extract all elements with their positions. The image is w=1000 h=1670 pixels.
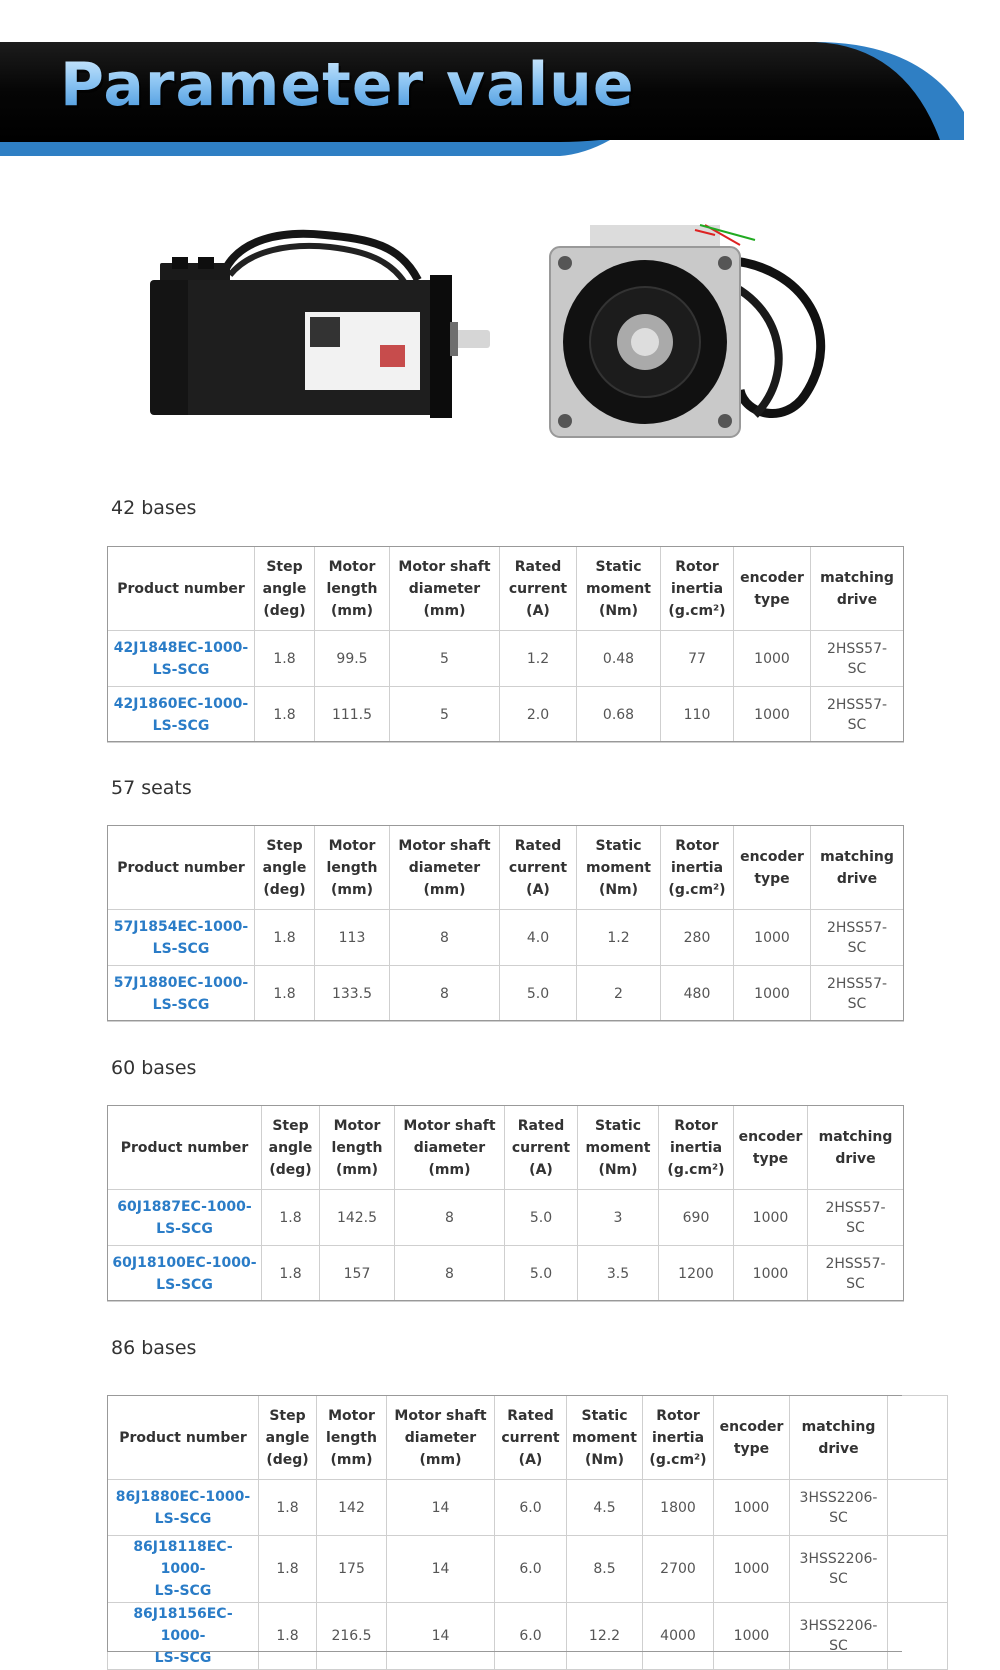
table-header-row <box>108 1396 948 1480</box>
matching-drive: 2HSS57- SC <box>811 631 904 687</box>
motor-length: 99.5 <box>315 631 390 687</box>
header-matching-drive: matching drive <box>811 826 904 910</box>
header-matching-drive: matching drive <box>811 547 904 631</box>
matching-drive: 3HSS2206- SC <box>790 1480 888 1536</box>
table-row <box>108 1190 904 1246</box>
rotor-inertia: 1800 <box>643 1480 714 1536</box>
rotor-inertia: 280 <box>661 910 734 966</box>
spec-table-86 <box>107 1395 948 1670</box>
table-row <box>108 1536 948 1603</box>
rotor-inertia: 110 <box>661 687 734 743</box>
header-static-moment: Static moment (Nm) <box>567 1396 643 1480</box>
header-rated-current: Rated current (A) <box>495 1396 567 1480</box>
matching-drive: 2HSS57- SC <box>811 910 904 966</box>
motor-length: 142.5 <box>320 1190 395 1246</box>
product-number: 42J1848EC-1000- LS-SCG <box>108 631 255 687</box>
matching-drive: 3HSS2206- SC <box>790 1536 888 1603</box>
header-encoder-type: encoder type <box>714 1396 790 1480</box>
encoder-type: 1000 <box>714 1480 790 1536</box>
header-step-angle: Step angle (deg) <box>255 826 315 910</box>
header-motor-length: Motor length (mm) <box>315 547 390 631</box>
static-moment: 12.2 <box>567 1603 643 1670</box>
rated-current: 1.2 <box>500 631 577 687</box>
matching-drive: 2HSS57- SC <box>811 687 904 743</box>
header-encoder-type: encoder type <box>734 547 811 631</box>
step-angle: 1.8 <box>255 910 315 966</box>
matching-drive: 2HSS57- SC <box>808 1190 904 1246</box>
clipped-cell <box>888 1536 948 1603</box>
matching-drive: 2HSS57- SC <box>808 1246 904 1302</box>
shaft-diameter: 14 <box>387 1603 495 1670</box>
header-rotor-inertia: Rotor inertia (g.cm²) <box>643 1396 714 1480</box>
static-moment: 3.5 <box>578 1246 659 1302</box>
rated-current: 5.0 <box>505 1190 578 1246</box>
header-rotor-inertia: Rotor inertia (g.cm²) <box>659 1106 734 1190</box>
spec-table-57 <box>107 825 904 1022</box>
rotor-inertia: 1200 <box>659 1246 734 1302</box>
motor-length: 111.5 <box>315 687 390 743</box>
header-product-number: Product number <box>108 547 255 631</box>
header-static-moment: Static moment (Nm) <box>577 547 661 631</box>
header-shaft-diameter: Motor shaft diameter (mm) <box>390 826 500 910</box>
header-encoder-type: encoder type <box>734 1106 808 1190</box>
motor-length: 175 <box>317 1536 387 1603</box>
rated-current: 6.0 <box>495 1536 567 1603</box>
header-shaft-diameter: Motor shaft diameter (mm) <box>390 547 500 631</box>
product-number: 60J18100EC-1000- LS-SCG <box>108 1246 262 1302</box>
clipped-cell <box>888 1480 948 1536</box>
header-rated-current: Rated current (A) <box>500 547 577 631</box>
encoder-type: 1000 <box>734 966 811 1022</box>
section-title-86: 86 bases <box>111 1337 197 1359</box>
table-row <box>108 910 904 966</box>
motor-length: 133.5 <box>315 966 390 1022</box>
header-product-number: Product number <box>108 826 255 910</box>
step-angle: 1.8 <box>259 1480 317 1536</box>
table-row <box>108 966 904 1022</box>
rotor-inertia: 4000 <box>643 1603 714 1670</box>
rotor-inertia: 77 <box>661 631 734 687</box>
table-row <box>108 1246 904 1302</box>
shaft-diameter: 8 <box>395 1190 505 1246</box>
step-angle: 1.8 <box>259 1536 317 1603</box>
encoder-type: 1000 <box>734 687 811 743</box>
step-angle: 1.8 <box>262 1190 320 1246</box>
product-number: 57J1880EC-1000- LS-SCG <box>108 966 255 1022</box>
static-moment: 2 <box>577 966 661 1022</box>
rotor-inertia: 2700 <box>643 1536 714 1603</box>
encoder-type: 1000 <box>714 1536 790 1603</box>
header-product-number: Product number <box>108 1396 259 1480</box>
spec-table-60 <box>107 1105 904 1302</box>
encoder-type: 1000 <box>734 1190 808 1246</box>
motor-length: 157 <box>320 1246 395 1302</box>
shaft-diameter: 8 <box>395 1246 505 1302</box>
header-rated-current: Rated current (A) <box>500 826 577 910</box>
header-motor-length: Motor length (mm) <box>317 1396 387 1480</box>
rated-current: 6.0 <box>495 1603 567 1670</box>
product-number: 86J18118EC-1000- LS-SCG <box>108 1536 259 1603</box>
product-number: 57J1854EC-1000- LS-SCG <box>108 910 255 966</box>
product-photos <box>0 225 1000 475</box>
rated-current: 6.0 <box>495 1480 567 1536</box>
table-row <box>108 1480 948 1536</box>
header-motor-length: Motor length (mm) <box>315 826 390 910</box>
motor-length: 142 <box>317 1480 387 1536</box>
static-moment: 4.5 <box>567 1480 643 1536</box>
header-matching-drive: matching drive <box>790 1396 888 1480</box>
step-angle: 1.8 <box>255 631 315 687</box>
rated-current: 5.0 <box>505 1246 578 1302</box>
page-title: Parameter value <box>60 50 635 120</box>
section-title-57: 57 seats <box>111 777 192 799</box>
rated-current: 4.0 <box>500 910 577 966</box>
rated-current: 5.0 <box>500 966 577 1022</box>
table-header-row <box>108 1106 904 1190</box>
section-title-60: 60 bases <box>111 1057 197 1079</box>
header-static-moment: Static moment (Nm) <box>577 826 661 910</box>
step-angle: 1.8 <box>255 687 315 743</box>
shaft-diameter: 5 <box>390 631 500 687</box>
table-row <box>108 631 904 687</box>
shaft-diameter: 14 <box>387 1480 495 1536</box>
header-matching-drive: matching drive <box>808 1106 904 1190</box>
header-rated-current: Rated current (A) <box>505 1106 578 1190</box>
header-banner <box>0 42 1000 162</box>
header-encoder-type: encoder type <box>734 826 811 910</box>
static-moment: 3 <box>578 1190 659 1246</box>
static-moment: 8.5 <box>567 1536 643 1603</box>
table-header-row <box>108 826 904 910</box>
header-shaft-diameter: Motor shaft diameter (mm) <box>387 1396 495 1480</box>
motor-length: 216.5 <box>317 1603 387 1670</box>
encoder-type: 1000 <box>734 631 811 687</box>
header-step-angle: Step angle (deg) <box>255 547 315 631</box>
static-moment: 1.2 <box>577 910 661 966</box>
stepper-motor-side-view <box>150 225 540 465</box>
table-row <box>108 1603 948 1670</box>
table-row <box>108 687 904 743</box>
header-rotor-inertia: Rotor inertia (g.cm²) <box>661 547 734 631</box>
product-number: 86J18156EC-1000- LS-SCG <box>108 1603 259 1670</box>
table-header-row <box>108 547 904 631</box>
motor-length: 113 <box>315 910 390 966</box>
header-static-moment: Static moment (Nm) <box>578 1106 659 1190</box>
step-angle: 1.8 <box>259 1603 317 1670</box>
shaft-diameter: 5 <box>390 687 500 743</box>
rated-current: 2.0 <box>500 687 577 743</box>
table-clip-86 <box>107 1395 900 1666</box>
shaft-diameter: 14 <box>387 1536 495 1603</box>
static-moment: 0.48 <box>577 631 661 687</box>
header-product-number: Product number <box>108 1106 262 1190</box>
header-step-angle: Step angle (deg) <box>262 1106 320 1190</box>
shaft-diameter: 8 <box>390 910 500 966</box>
encoder-type: 1000 <box>714 1603 790 1670</box>
matching-drive: 3HSS2206- SC <box>790 1603 888 1670</box>
section-title-42: 42 bases <box>111 497 197 519</box>
clipped-cell <box>888 1603 948 1670</box>
product-number: 60J1887EC-1000- LS-SCG <box>108 1190 262 1246</box>
matching-drive: 2HSS57- SC <box>811 966 904 1022</box>
step-angle: 1.8 <box>262 1246 320 1302</box>
encoder-type: 1000 <box>734 910 811 966</box>
header-rotor-inertia: Rotor inertia (g.cm²) <box>661 826 734 910</box>
step-angle: 1.8 <box>255 966 315 1022</box>
rotor-inertia: 480 <box>661 966 734 1022</box>
header-step-angle: Step angle (deg) <box>259 1396 317 1480</box>
spec-table-42 <box>107 546 904 743</box>
encoder-type: 1000 <box>734 1246 808 1302</box>
product-number: 86J1880EC-1000- LS-SCG <box>108 1480 259 1536</box>
rotor-inertia: 690 <box>659 1190 734 1246</box>
shaft-diameter: 8 <box>390 966 500 1022</box>
product-number: 42J1860EC-1000- LS-SCG <box>108 687 255 743</box>
stepper-motor-front-view <box>545 225 845 465</box>
static-moment: 0.68 <box>577 687 661 743</box>
header-motor-length: Motor length (mm) <box>320 1106 395 1190</box>
header-shaft-diameter: Motor shaft diameter (mm) <box>395 1106 505 1190</box>
header-clipped-column <box>888 1396 948 1480</box>
